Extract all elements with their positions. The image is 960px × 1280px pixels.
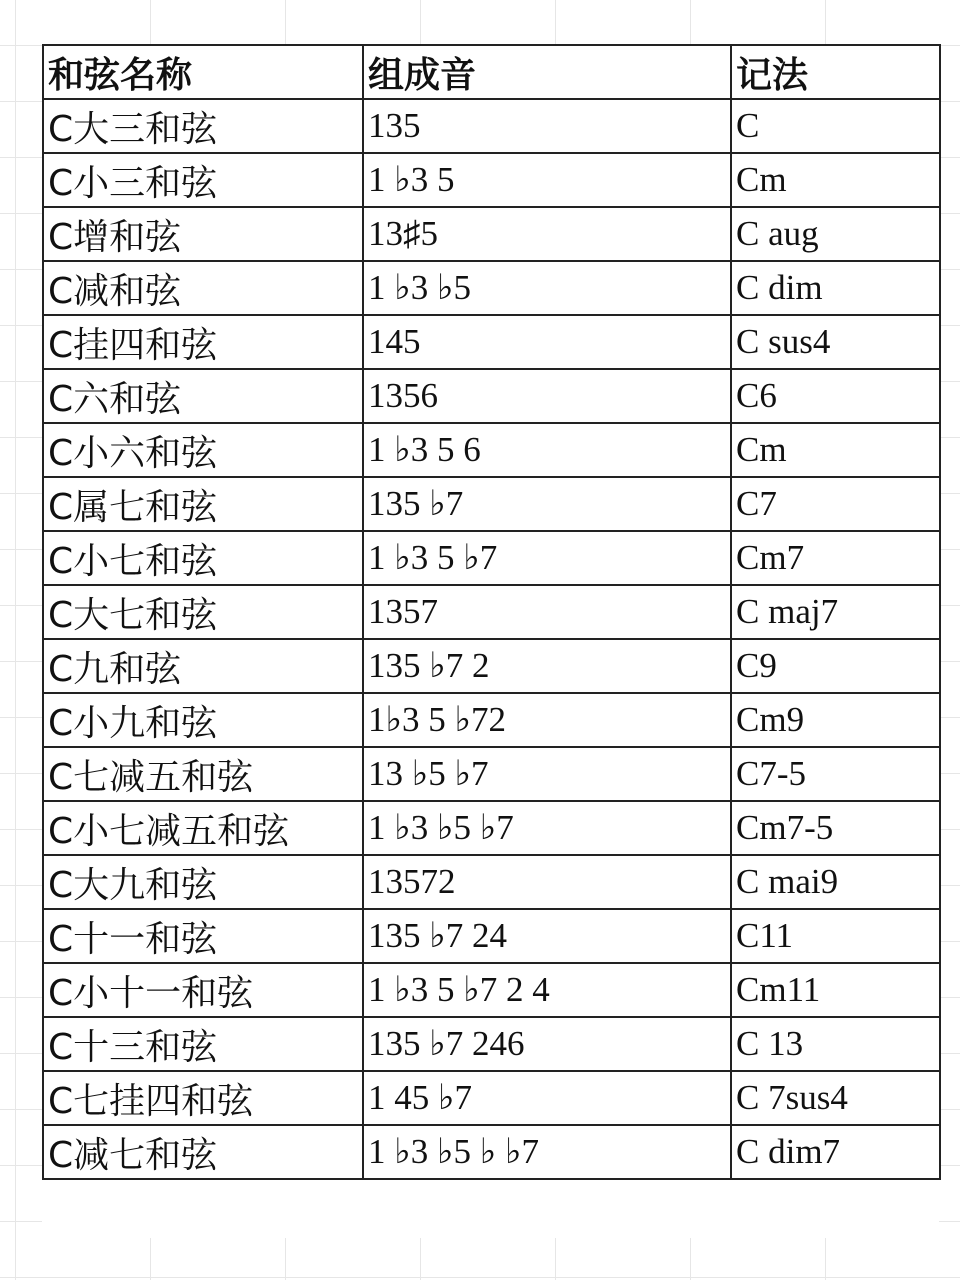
chord-name-cell[interactable]: C七挂四和弦 — [43, 1071, 363, 1125]
table-row — [43, 153, 940, 207]
chord-table — [42, 44, 941, 1180]
notes-cell[interactable]: 135 — [363, 99, 731, 153]
notation-cell[interactable]: C maj7 — [731, 585, 940, 639]
chord-name-cell[interactable]: C小六和弦 — [43, 423, 363, 477]
notes-cell[interactable]: 1 ♭3 5 ♭7 — [363, 531, 731, 585]
table-row — [43, 423, 940, 477]
notes-cell[interactable]: 1 ♭3 5 ♭7 2 4 — [363, 963, 731, 1017]
notation-cell[interactable]: Cm — [731, 153, 940, 207]
chord-name-cell[interactable]: C十一和弦 — [43, 909, 363, 963]
table-row — [43, 747, 940, 801]
table-row — [43, 909, 940, 963]
chord-name-cell[interactable]: C小十一和弦 — [43, 963, 363, 1017]
chord-name-cell[interactable]: C大三和弦 — [43, 99, 363, 153]
notes-cell[interactable]: 1♭3 5 ♭72 — [363, 693, 731, 747]
notes-cell[interactable]: 1 ♭3 ♭5 ♭7 — [363, 801, 731, 855]
table-row — [43, 315, 940, 369]
chord-name-cell[interactable]: C挂四和弦 — [43, 315, 363, 369]
notes-cell[interactable]: 1 ♭3 ♭5 ♭ ♭7 — [363, 1125, 731, 1179]
notes-cell[interactable]: 1 ♭3 5 6 — [363, 423, 731, 477]
table-body — [43, 99, 940, 1179]
notation-cell[interactable]: C aug — [731, 207, 940, 261]
notation-cell[interactable]: Cm — [731, 423, 940, 477]
chord-name-cell[interactable]: C九和弦 — [43, 639, 363, 693]
notation-cell[interactable]: C dim — [731, 261, 940, 315]
notes-cell[interactable]: 1 ♭3 5 — [363, 153, 731, 207]
notation-cell[interactable]: C sus4 — [731, 315, 940, 369]
table-row — [43, 1125, 940, 1179]
notation-cell[interactable]: C9 — [731, 639, 940, 693]
table-row — [43, 477, 940, 531]
notation-cell[interactable]: C7-5 — [731, 747, 940, 801]
notes-cell[interactable]: 13572 — [363, 855, 731, 909]
chord-name-cell[interactable]: C大七和弦 — [43, 585, 363, 639]
notation-cell[interactable]: Cm7-5 — [731, 801, 940, 855]
notation-cell[interactable]: C6 — [731, 369, 940, 423]
notes-cell[interactable]: 135 ♭7 2 — [363, 639, 731, 693]
notes-cell[interactable]: 1356 — [363, 369, 731, 423]
notes-cell[interactable]: 1 45 ♭7 — [363, 1071, 731, 1125]
notes-cell[interactable]: 1 ♭3 ♭5 — [363, 261, 731, 315]
header-chord-name[interactable]: 和弦名称 — [43, 45, 363, 99]
notation-cell[interactable]: C — [731, 99, 940, 153]
notation-cell[interactable]: C 7sus4 — [731, 1071, 940, 1125]
table-row — [43, 261, 940, 315]
table-row — [43, 99, 940, 153]
notes-cell[interactable]: 13♯5 — [363, 207, 731, 261]
spreadsheet-area — [42, 44, 939, 1238]
notes-cell[interactable]: 13 ♭5 ♭7 — [363, 747, 731, 801]
chord-name-cell[interactable]: C小七减五和弦 — [43, 801, 363, 855]
chord-name-cell[interactable]: C六和弦 — [43, 369, 363, 423]
chord-name-cell[interactable]: C小三和弦 — [43, 153, 363, 207]
notes-cell[interactable]: 135 ♭7 24 — [363, 909, 731, 963]
notes-cell[interactable]: 145 — [363, 315, 731, 369]
table-row — [43, 585, 940, 639]
chord-name-cell[interactable]: C小九和弦 — [43, 693, 363, 747]
notation-cell[interactable]: C11 — [731, 909, 940, 963]
table-row — [43, 855, 940, 909]
chord-name-cell[interactable]: C属七和弦 — [43, 477, 363, 531]
chord-name-cell[interactable]: C七减五和弦 — [43, 747, 363, 801]
notation-cell[interactable]: C 13 — [731, 1017, 940, 1071]
notes-cell[interactable]: 135 ♭7 — [363, 477, 731, 531]
table-row — [43, 1071, 940, 1125]
header-notes[interactable]: 组成音 — [363, 45, 731, 99]
chord-name-cell[interactable]: C十三和弦 — [43, 1017, 363, 1071]
table-row — [43, 369, 940, 423]
header-notation[interactable]: 记法 — [731, 45, 940, 99]
table-row — [43, 693, 940, 747]
notes-cell[interactable]: 135 ♭7 246 — [363, 1017, 731, 1071]
notation-cell[interactable]: Cm11 — [731, 963, 940, 1017]
table-row — [43, 639, 940, 693]
chord-name-cell[interactable]: C大九和弦 — [43, 855, 363, 909]
notation-cell[interactable]: C7 — [731, 477, 940, 531]
table-row — [43, 963, 940, 1017]
table-row — [43, 1017, 940, 1071]
table-row — [43, 207, 940, 261]
notes-cell[interactable]: 1357 — [363, 585, 731, 639]
chord-name-cell[interactable]: C减和弦 — [43, 261, 363, 315]
notation-cell[interactable]: C dim7 — [731, 1125, 940, 1179]
chord-name-cell[interactable]: C增和弦 — [43, 207, 363, 261]
table-row — [43, 801, 940, 855]
notation-cell[interactable]: C mai9 — [731, 855, 940, 909]
table-row — [43, 531, 940, 585]
chord-name-cell[interactable]: C减七和弦 — [43, 1125, 363, 1179]
notation-cell[interactable]: Cm9 — [731, 693, 940, 747]
chord-name-cell[interactable]: C小七和弦 — [43, 531, 363, 585]
notation-cell[interactable]: Cm7 — [731, 531, 940, 585]
header-row — [43, 45, 940, 99]
